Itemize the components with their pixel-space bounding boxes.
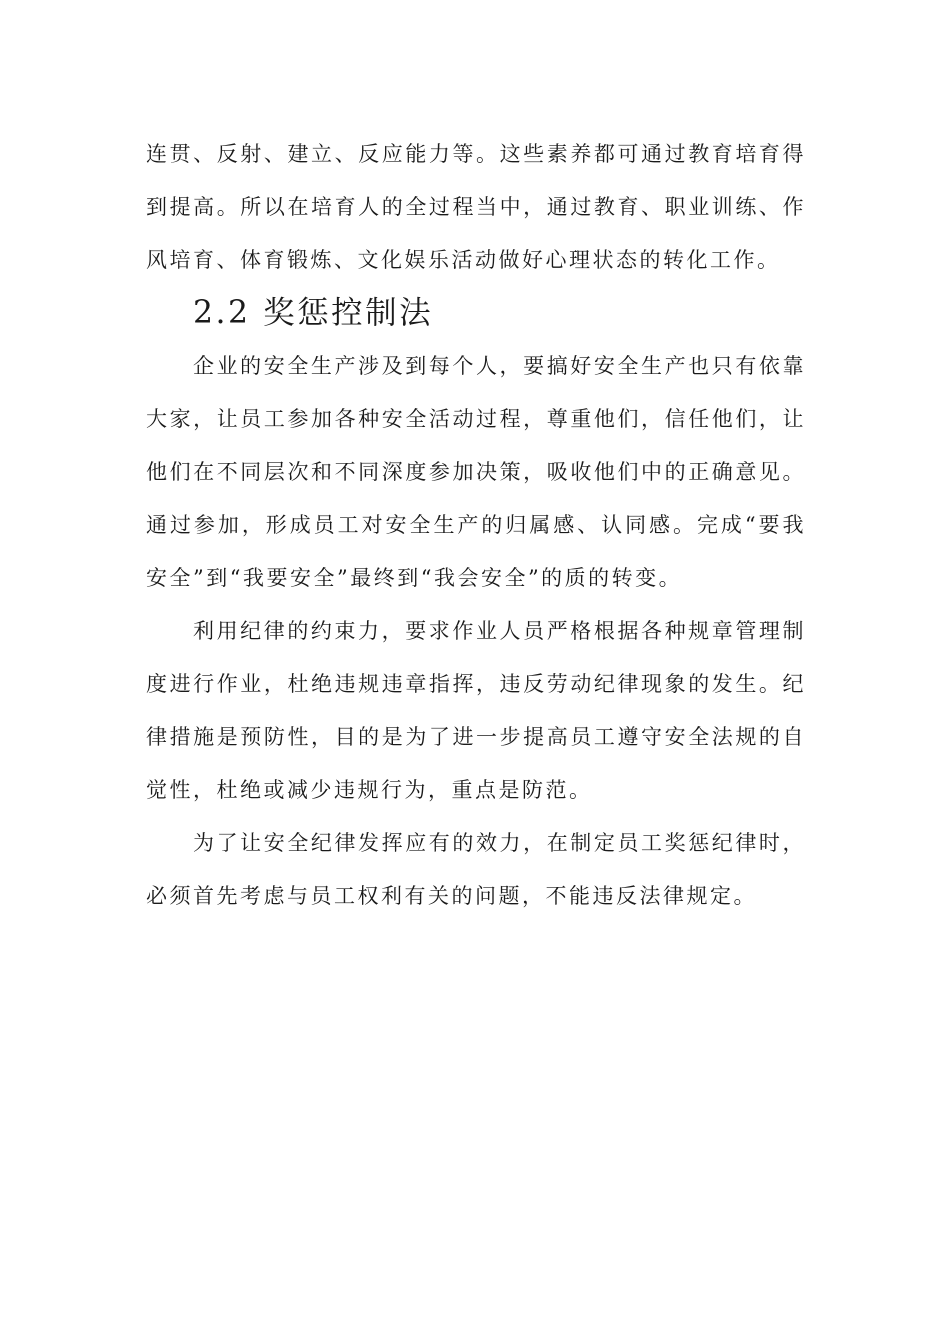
section-heading-reward-punishment: 2.2 奖惩控制法 bbox=[193, 295, 434, 331]
paragraph-psychological-training: 连贯、反射、建立、反应能力等。这些素养都可通过教育培育得到提高。所以在培育人的全过程当中，通过教育、职业训练、作风培育、体育锻炼、文化娱乐活动做好心理状态的转化工作。 bbox=[146, 142, 806, 272]
paragraph-employee-participation: 企业的安全生产涉及到每个人，要搞好安全生产也只有依靠大家，让员工参加各种安全活动过程，尊重他们，信任他们，让他们在不同层次和不同深度参加决策，吸收他们中的正确意见。通过参加，形成员工对安全生产的归属感、认同感。完成“要我安全”到“我要安全”最终到“我会安全”的质的转变。 bbox=[146, 354, 806, 590]
paragraph-discipline-legal: 为了让安全纪律发挥应有的效力，在制定员工奖惩纪律时，必须首先考虑与员工权利有关的问题，不能违反法律规定。 bbox=[146, 831, 806, 908]
paragraph-discipline-constraint: 利用纪律的约束力，要求作业人员严格根据各种规章管理制度进行作业，杜绝违规违章指挥，违反劳动纪律现象的发生。纪律措施是预防性，目的是为了进一步提高员工遵守安全法规的自觉性，杜绝或减少违规行为，重点是防范。 bbox=[146, 619, 806, 802]
document-body bbox=[146, 128, 806, 923]
